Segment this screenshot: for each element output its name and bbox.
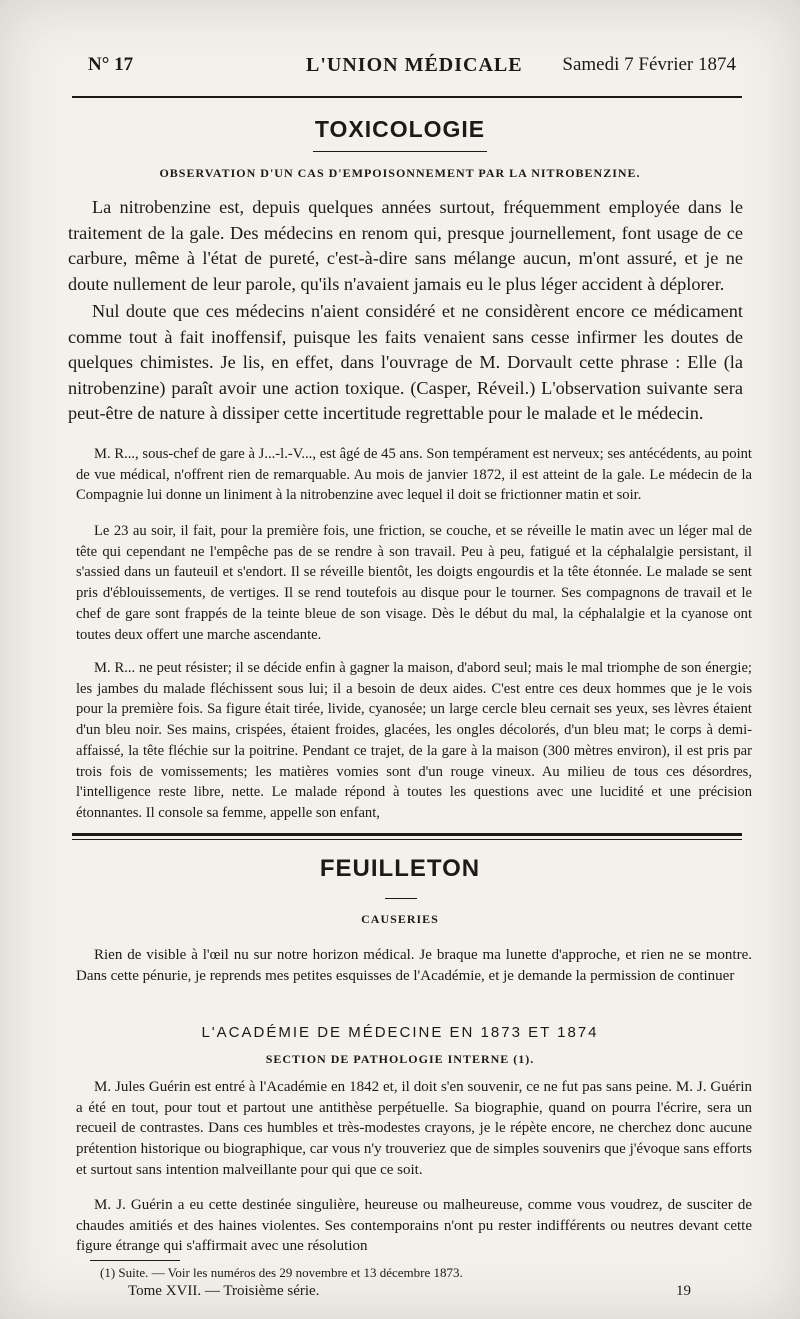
guerin-paragraph-2: M. J. Guérin a eu cette destinée singulière, heureuse ou malheureuse, comme vous voudrez, de susciter de chaudes amitiés et des haines violentes. Ses contemporains n'ont pu rester indifférents ou neutres devant cette figure étrange qui s'affirmait avec une résolution <box>76 1197 752 1255</box>
feuilleton-rule-top <box>72 833 742 836</box>
toxicologie-paragraph-1: La nitrobenzine est, depuis quelques années surtout, fréquemment employée dans le traitement de la gale. Des médecins en renom qui, presque journellement, font usage de ce carbure, même à l'état de pureté, c'est-à-dire sans mélange aucun, m'ont assuré, et je ne doute nullement de leur parole, qu'ils n'avaient jamais eu le plus léger accident à déplorer. <box>68 197 743 294</box>
footnote: (1) Suite. — Voir les numéros des 29 novembre et 13 décembre 1873. <box>100 1265 463 1280</box>
footnote-rule <box>90 1260 180 1261</box>
case-paragraph-3: M. R... ne peut résister; il se décide enfin à gagner la maison, d'abord seul; mais le mal triomphe de son énergie; les jambes du malade fléchissent sous lui; il a besoin de deux aides. C'est entre ces deux hommes que je le vois pour la première fois. Sa figure était tirée, livide, cyanosée; un large cercle bleu cernait ses yeux, ses lèvres étaient d'un bleu noir. Ses mains, crispées, étaient froides, glacées, les ongles décolorés, d'un bleu mat; le corps à demi-affaissé, la tête fléchie sur la poitrine. Pendant ce trajet, de la gare à la maison (300 mètres environ), il est pris par trois fois de vomissements; les matières vomies sont d'un rouge vineux. Au milieu de tous ces désordres, l'intelligence reste libre, nette. Le malade répond à toutes les questions avec une lucidité et une précision étonnantes. Il console sa femme, appelle son enfant, <box>76 660 752 821</box>
feuilleton-title: FEUILLETON <box>319 855 481 882</box>
causeries-subtitle: CAUSERIES <box>361 912 439 926</box>
volume-line: Tome XVII. — Troisième série. <box>128 1283 320 1299</box>
toxicologie-paragraph-2: Nul doute que ces médecins n'aient considéré et ne considèrent encore ce médicament comme tout à fait inoffensif, puisque les faits venaient sans cesse infirmer les doutes de quelques chimistes. Je lis, en effet, dans l'ouvrage de M. Dorvault cette phrase : Elle (la nitrobenzine) paraît avoir une action toxique. (Casper, Réveil.) L'observation suivante sera peut-être de nature à dissiper cette incertitude regrettable pour le malade et le médecin. <box>68 301 743 423</box>
feuilleton-ornament <box>385 898 417 899</box>
toxicologie-subtitle: OBSERVATION D'UN CAS D'EMPOISONNEMENT PAR LA NITROBENZINE. <box>159 166 641 180</box>
academie-heading: L'ACADÉMIE DE MÉDECINE EN 1873 ET 1874 <box>201 1024 599 1041</box>
issue-number: N° 17 <box>88 54 134 75</box>
toxicologie-title: TOXICOLOGIE <box>314 116 486 142</box>
title-underline <box>313 151 487 152</box>
issue-date: Samedi 7 Février 1874 <box>562 54 736 75</box>
feuilleton-intro: Rien de visible à l'œil nu sur notre horizon médical. Je braque ma lunette d'approche, et rien ne se montre. Dans cette pénurie, je reprends mes petites esquisses de l'Académie, et je demande la permission de continuer <box>76 947 752 984</box>
feuilleton-rule-bottom <box>72 839 742 840</box>
header-rule <box>72 96 742 98</box>
journal-title: L'UNION MÉDICALE <box>306 54 523 76</box>
case-paragraph-2: Le 23 au soir, il fait, pour la première fois, une friction, se couche, et se réveille le matin avec un léger mal de tête qui cependant ne l'empêche pas de se rendre à son travail. Peu à peu, fatigué et la céphalalgie persistant, il s'assied dans un fauteuil et s'endort. Il se réveille bientôt, les doigts engourdis et la tête étonnée. Le malade se sent pris d'éblouissements, de vertiges. Il se rend toutefois au disque pour le tourner. Ses compagnons de travail et le chef de gare sont frappés de la teinte bleue de son visage. Dès le début du mal, la céphalalgie et la cyanose ont toutes deux offert une marche ascendante. <box>76 523 752 643</box>
guerin-paragraph-1: M. Jules Guérin est entré à l'Académie en 1842 et, il doit s'en souvenir, ce ne fut pas sans peine. M. J. Guérin a été en tout, pour tout et partout une antithèse perpétuelle. Sa biographie, quand on pourra l'écrire, sera un recueil de contrastes. Dans ces humbles et très-modestes crayons, je le répète encore, ne cherchez donc aucune prétention historique ou biographique, car vous n'y trouveriez que de simples souvenirs que j'évoque sans efforts et surtout sans intention malveillante pour qui que ce soit. <box>76 1079 752 1178</box>
page-number: 19 <box>676 1283 691 1299</box>
case-paragraph-1: M. R..., sous-chef de gare à J...-l.-V..., est âgé de 45 ans. Son tempérament est nerveux; ses antécédents, au point de vue médical, n'offrent rien de remarquable. Au mois de janvier 1872, il est atteint de la gale. Le médecin de la Compagnie lui donne un liniment à la nitrobenzine avec lequel il doit se frictionner matin et soir. <box>76 446 752 504</box>
pathologie-section: SECTION DE PATHOLOGIE INTERNE (1). <box>265 1052 535 1066</box>
